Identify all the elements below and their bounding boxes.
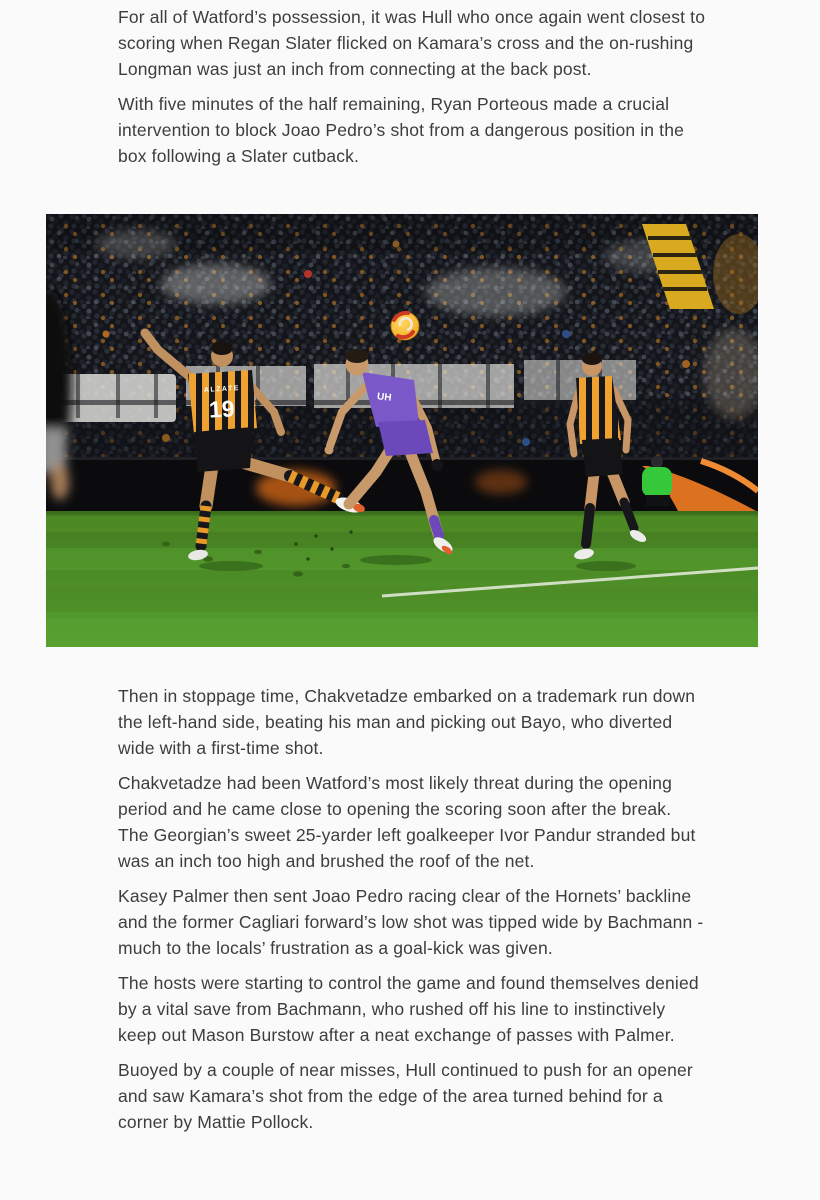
black-glove (431, 459, 443, 471)
article-paragraph: Kasey Palmer then sent Joao Pedro racing clear of the Hornets’ backline and the former Cagliari forward’s low shot was tipped wide by Bachmann - much to the locals’ frustration as a goal-kick was given. (118, 886, 704, 958)
ball (391, 312, 419, 340)
article-paragraph: Chakvetadze had been Watford’s most likely threat during the opening period and he came close to opening the scoring soon after the break. The Georgian’s sweet 25-yarder left goalkeeper Ivor Pandur stranded but was an inch too high and brushed the roof of the net. (118, 773, 696, 871)
alzate-shirt-name: ALZATE (203, 385, 241, 394)
alzate-shirt-number: 19 (208, 395, 236, 423)
match-photo (46, 214, 758, 647)
article-paragraph: For all of Watford’s possession, it was Hull who once again went closest to scoring when Regan Slater flicked on Kamara’s cross and the on-rushing Longman was just an inch from connecting at the back post. (118, 7, 706, 79)
article-paragraph: Then in stoppage time, Chakvetadze embarked on a trademark run down the left-hand side, beating his man and picking out Bayo, who diverted wide with a first-time shot. (118, 686, 696, 758)
article-paragraph: Buoyed by a couple of near misses, Hull continued to push for an opener and saw Kamara’s shot from the edge of the area turned behind for a corner by Mattie Pollock. (118, 1060, 693, 1132)
article-paragraph: With five minutes of the half remaining, Ryan Porteous made a crucial intervention to block Joao Pedro’s shot from a dangerous position in the box following a Slater cutback. (118, 94, 684, 166)
watford-shirt-sponsor: UH (376, 391, 393, 404)
pitch (46, 511, 758, 647)
match-photo-svg (46, 214, 758, 647)
article-paragraph: The hosts were starting to control the game and found themselves denied by a vital save from Bachmann, who rushed off his line to instinctively keep out Mason Burstow after a neat exchange of passes with Palmer. (118, 973, 699, 1045)
